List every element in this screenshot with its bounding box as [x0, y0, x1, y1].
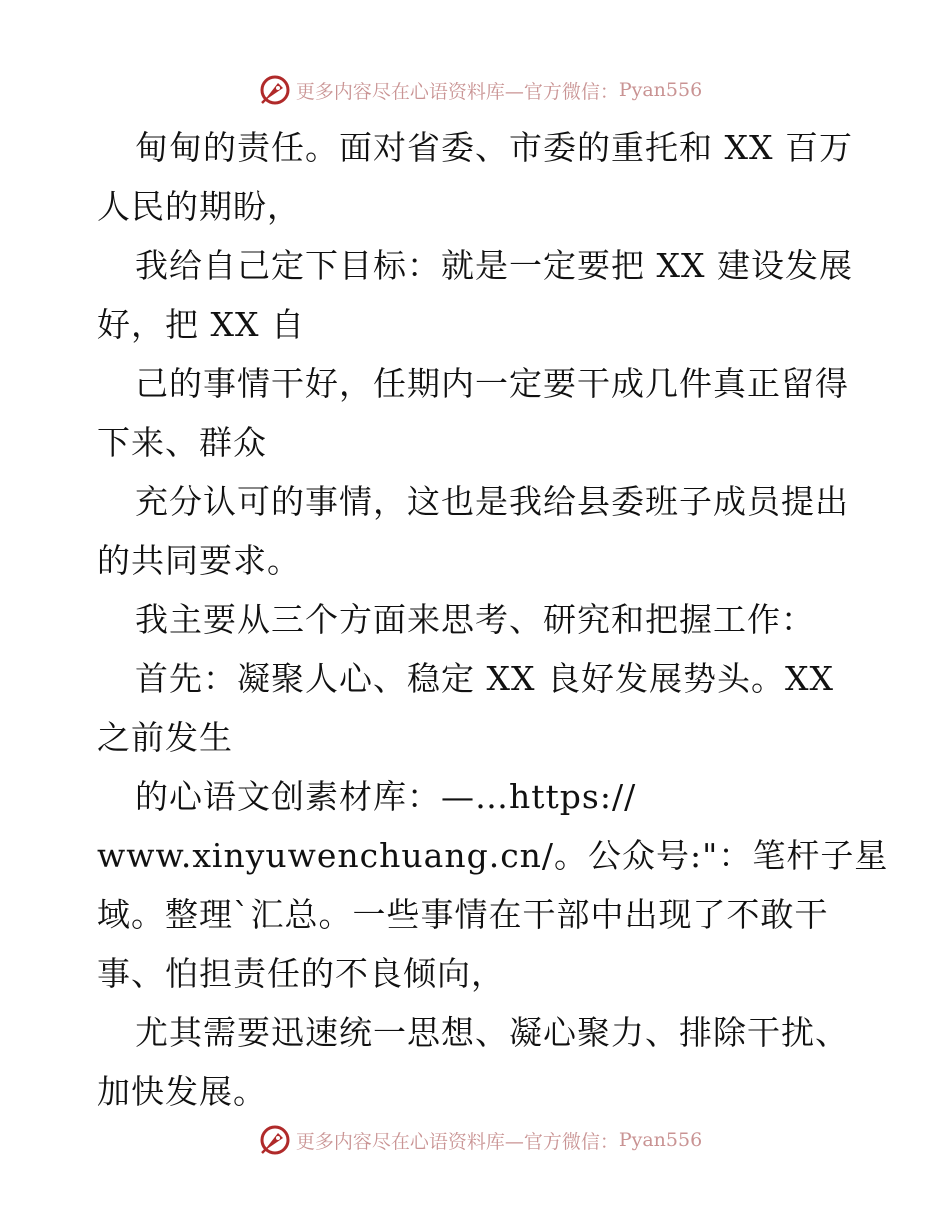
body-line: 好，把 XX 自	[97, 305, 305, 344]
header-brand-text: 更多内容尽在心语资料库—官方微信：	[295, 80, 619, 103]
body-line: 己的事情干好，任期内一定要干成几件真正留得	[135, 364, 849, 403]
body-line: www.xinyuwenchuang.cn/。公众号:"：笔杆子星	[97, 836, 889, 875]
body-line: 事、怕担责任的不良倾向，	[97, 954, 505, 993]
footer-banner-inner	[258, 1123, 702, 1157]
pen-nib-circle-icon	[258, 73, 292, 107]
body-line: 的心语文创素材库：—…https://	[135, 777, 637, 816]
body-line: 我主要从三个方面来思考、研究和把握工作：	[135, 600, 815, 639]
body-line: 尤其需要迅速统一思想、凝心聚力、排除干扰、	[135, 1013, 849, 1052]
header-banner	[0, 72, 950, 108]
footer-brand-text: 更多内容尽在心语资料库—官方微信：	[295, 1130, 619, 1153]
body-line: 下来、群众	[97, 423, 267, 462]
body-line: 首先：凝聚人心、稳定 XX 良好发展势头。XX	[135, 659, 834, 698]
footer-wechat-id: Pyan556	[618, 1129, 703, 1151]
header-banner-inner	[258, 73, 702, 107]
pen-nib-circle-icon	[258, 1123, 292, 1157]
body-line: 的共同要求。	[97, 541, 301, 580]
document-body	[97, 118, 889, 1121]
body-line: 充分认可的事情，这也是我给县委班子成员提出	[135, 482, 849, 521]
body-line: 我给自己定下目标：就是一定要把 XX 建设发展	[135, 246, 853, 285]
body-line: 人民的期盼，	[97, 187, 301, 226]
body-line: 之前发生	[97, 718, 233, 757]
footer-banner	[0, 1122, 950, 1158]
header-wechat-id: Pyan556	[618, 79, 703, 101]
body-line: 域。整理`汇总。一些事情在干部中出现了不敢干	[97, 895, 829, 934]
body-line: 加快发展。	[97, 1072, 267, 1111]
body-line: 甸甸的责任。面对省委、市委的重托和 XX 百万	[135, 128, 853, 167]
